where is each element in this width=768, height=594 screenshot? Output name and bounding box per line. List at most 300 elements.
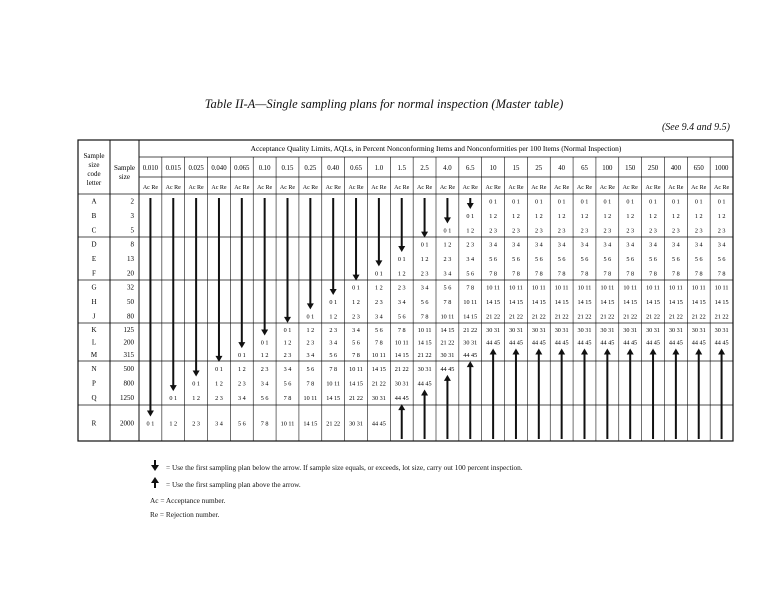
re-definition: Re = Rejection number. bbox=[150, 510, 220, 520]
up-arrow-icon bbox=[535, 349, 542, 355]
ac-re-value: 1 2 bbox=[489, 213, 497, 220]
ac-re-value: 2 3 bbox=[466, 241, 475, 249]
sample-size: 8 bbox=[130, 240, 134, 249]
ac-re-value: 21 22 bbox=[531, 313, 546, 321]
ac-re-value: 2 3 bbox=[649, 227, 657, 235]
ac-re-value: 1 2 bbox=[603, 213, 612, 220]
ac-re-value: 30 31 bbox=[509, 326, 523, 334]
ac-re-value: 44 45 bbox=[668, 339, 683, 347]
ac-re-value: 0 1 bbox=[512, 198, 520, 206]
sample-size: 500 bbox=[123, 364, 134, 373]
aql-value-header: 1.5 bbox=[397, 165, 406, 172]
ac-re-value: 30 31 bbox=[417, 365, 432, 373]
down-arrow-icon bbox=[193, 371, 200, 377]
ac-re-value: 21 22 bbox=[463, 326, 478, 334]
aql-value-header: 0.10 bbox=[258, 165, 271, 172]
aql-value-header: 0.015 bbox=[165, 165, 181, 172]
table-title: Table II-A—Single sampling plans for normal inspection (Master table) bbox=[204, 97, 564, 111]
ac-re-value: 2 3 bbox=[420, 270, 429, 278]
down-arrow-icon bbox=[284, 317, 291, 323]
ac-re-value: 14 15 bbox=[371, 365, 386, 373]
ac-re-header: Ac Re bbox=[188, 185, 204, 191]
ac-re-value: 10 11 bbox=[600, 284, 615, 292]
code-letter: D bbox=[91, 240, 97, 249]
ac-re-header: Ac Re bbox=[416, 185, 433, 191]
ac-re-value: 0 1 bbox=[237, 352, 246, 360]
ac-re-value: 0 1 bbox=[466, 213, 475, 220]
ac-re-value: 0 1 bbox=[397, 256, 406, 263]
ac-re-value: 3 4 bbox=[283, 365, 292, 373]
ac-re-value: 30 31 bbox=[577, 326, 592, 334]
ac-re-value: 30 31 bbox=[531, 326, 546, 334]
ac-re-value: 10 11 bbox=[280, 420, 295, 428]
ac-re-value: 30 31 bbox=[600, 326, 615, 334]
ac-re-value: 10 11 bbox=[463, 299, 478, 306]
sample-size: 32 bbox=[127, 283, 134, 292]
code-letter: Q bbox=[91, 394, 97, 403]
ac-re-value: 10 11 bbox=[486, 284, 500, 292]
ac-re-value: 0 1 bbox=[306, 313, 315, 321]
ac-re-value: 44 45 bbox=[646, 339, 660, 347]
up-arrow-icon bbox=[467, 361, 474, 367]
ac-re-value: 7 8 bbox=[352, 352, 360, 360]
code-letter: K bbox=[91, 325, 97, 334]
ac-re-value: 2 3 bbox=[534, 227, 543, 235]
code-letter-header: size bbox=[88, 161, 100, 169]
ac-re-value: 5 6 bbox=[580, 256, 589, 263]
ac-re-value: 7 8 bbox=[626, 270, 635, 278]
ac-re-value: 3 4 bbox=[443, 270, 452, 278]
ac-re-value: 3 4 bbox=[603, 241, 612, 249]
aql-value-header: 4.0 bbox=[443, 165, 452, 172]
ac-re-header: Ac Re bbox=[622, 185, 638, 191]
sample-size: 200 bbox=[123, 338, 134, 347]
ac-re-value: 0 1 bbox=[580, 198, 589, 206]
ac-re-value: 7 8 bbox=[694, 270, 703, 278]
ac-re-header: Ac Re bbox=[371, 185, 387, 191]
sample-size: 315 bbox=[123, 351, 134, 360]
ac-re-value: 44 45 bbox=[463, 352, 478, 360]
aql-value-header: 1.0 bbox=[374, 165, 384, 172]
ac-re-header: Ac Re bbox=[257, 185, 273, 191]
ac-re-value: 3 4 bbox=[466, 256, 475, 263]
ac-re-value: 0 1 bbox=[717, 198, 726, 206]
ac-re-value: 7 8 bbox=[717, 270, 726, 278]
ac-re-value: 1 2 bbox=[557, 213, 566, 220]
up-arrow-icon bbox=[627, 349, 634, 355]
ac-re-value: 3 4 bbox=[237, 395, 246, 403]
aql-value-header: 40 bbox=[558, 165, 566, 172]
ac-re-header: Ac Re bbox=[554, 185, 570, 191]
up-arrow-icon bbox=[604, 349, 611, 355]
ac-re-value: 30 31 bbox=[394, 380, 409, 388]
ac-re-value: 2 3 bbox=[672, 227, 680, 235]
ac-re-value: 7 8 bbox=[466, 284, 475, 292]
up-arrow-icon bbox=[150, 477, 166, 494]
ac-re-value: 10 11 bbox=[577, 284, 592, 292]
ac-re-value: 3 4 bbox=[260, 380, 269, 388]
ac-re-value: 21 22 bbox=[326, 420, 341, 428]
up-arrow-icon bbox=[672, 349, 679, 355]
ac-re-value: 30 31 bbox=[668, 326, 683, 334]
ac-re-value: 1 2 bbox=[260, 352, 269, 360]
ac-re-value: 1 2 bbox=[717, 213, 726, 220]
sample-size: 2 bbox=[130, 197, 134, 206]
aql-value-header: 2.5 bbox=[420, 165, 429, 172]
ac-re-value: 7 8 bbox=[283, 395, 292, 403]
ac-re-value: 5 6 bbox=[283, 380, 292, 388]
ac-re-value: 3 4 bbox=[352, 326, 360, 334]
ac-re-value: 14 15 bbox=[577, 299, 592, 306]
ac-re-value: 2 3 bbox=[192, 420, 200, 428]
code-letter-header: Sample bbox=[83, 152, 105, 160]
down-arrow-note-text: = Use the first sampling plan below the arrow. If sample size equals, or exceeds, lot size, carry out 100 percent inspection. bbox=[166, 463, 523, 472]
ac-re-value: 5 6 bbox=[626, 256, 635, 263]
down-arrow-icon bbox=[398, 246, 405, 252]
sample-size: 13 bbox=[127, 255, 134, 263]
ac-re-value: 5 6 bbox=[397, 313, 406, 321]
ac-re-header: Ac Re bbox=[462, 185, 478, 191]
code-letter-header: letter bbox=[86, 179, 102, 187]
ac-re-value: 1 2 bbox=[352, 299, 360, 306]
up-arrow-note-text: = Use the first sampling plan above the arrow. bbox=[166, 479, 301, 489]
aql-value-header: 0.010 bbox=[142, 165, 159, 172]
ac-re-value: 0 1 bbox=[283, 326, 292, 334]
ac-re-header: Ac Re bbox=[713, 185, 730, 191]
aql-value-header: 0.15 bbox=[281, 165, 294, 172]
ac-re-value: 1 2 bbox=[397, 270, 406, 278]
ac-re-value: 0 1 bbox=[694, 198, 703, 206]
aql-value-header: 1000 bbox=[714, 165, 729, 172]
ac-re-value: 2 3 bbox=[397, 284, 406, 292]
aql-value-header: 15 bbox=[512, 165, 520, 172]
ac-re-value: 0 1 bbox=[649, 198, 657, 206]
sample-size: 20 bbox=[127, 269, 134, 278]
ac-re-value: 7 8 bbox=[306, 380, 315, 388]
ac-re-value: 30 31 bbox=[371, 395, 386, 403]
ac-re-value: 3 4 bbox=[580, 241, 589, 249]
ac-re-header: Ac Re bbox=[645, 185, 661, 191]
code-letter: L bbox=[91, 338, 97, 347]
ac-re-value: 0 1 bbox=[420, 241, 429, 249]
ac-re-header: Ac Re bbox=[668, 185, 684, 191]
down-arrow-icon bbox=[330, 289, 337, 295]
ac-re-value: 2 3 bbox=[717, 227, 726, 235]
ac-re-value: 0 1 bbox=[626, 198, 635, 206]
ac-re-value: 14 15 bbox=[668, 299, 683, 306]
ac-re-value: 10 11 bbox=[531, 284, 546, 292]
ac-re-value: 44 45 bbox=[577, 339, 592, 347]
ac-re-value: 1 2 bbox=[649, 213, 657, 220]
down-arrow-icon bbox=[444, 217, 451, 223]
ac-re-value: 10 11 bbox=[509, 284, 523, 292]
ac-re-value: 7 8 bbox=[512, 270, 520, 278]
sample-size: 3 bbox=[130, 212, 134, 220]
ac-re-value: 7 8 bbox=[443, 299, 452, 306]
ac-re-value: 10 11 bbox=[646, 284, 660, 292]
ac-re-value: 21 22 bbox=[440, 339, 455, 347]
ac-re-value: 44 45 bbox=[531, 339, 546, 347]
ac-re-value: 5 6 bbox=[237, 420, 246, 428]
ac-re-header: Ac Re bbox=[302, 185, 318, 191]
ac-re-value: 14 15 bbox=[600, 299, 615, 306]
ac-re-value: 5 6 bbox=[306, 365, 315, 373]
ac-re-value: 7 8 bbox=[649, 270, 657, 278]
ac-re-value: 5 6 bbox=[672, 256, 680, 263]
down-arrow-icon bbox=[375, 260, 382, 266]
ac-re-value: 44 45 bbox=[714, 339, 729, 347]
code-letter: J bbox=[92, 312, 96, 321]
ac-re-value: 2 3 bbox=[580, 227, 589, 235]
ac-re-header: Ac Re bbox=[211, 185, 227, 191]
ac-re-value: 21 22 bbox=[554, 313, 569, 321]
ac-re-value: 5 6 bbox=[717, 256, 726, 263]
aql-value-header: 0.65 bbox=[350, 165, 362, 172]
down-arrow-note bbox=[150, 460, 523, 477]
ac-re-value: 3 4 bbox=[672, 241, 680, 249]
ac-re-value: 0 1 bbox=[375, 270, 383, 278]
ac-re-value: 5 6 bbox=[489, 256, 497, 263]
ac-re-value: 5 6 bbox=[694, 256, 703, 263]
ac-re-value: 30 31 bbox=[486, 326, 501, 334]
ac-re-header: Ac Re bbox=[576, 185, 593, 191]
ac-re-value: 44 45 bbox=[440, 365, 455, 373]
ac-re-value: 2 3 bbox=[694, 227, 703, 235]
ac-re-value: 5 6 bbox=[420, 299, 429, 306]
ac-re-value: 1 2 bbox=[237, 365, 246, 373]
ac-re-value: 21 22 bbox=[714, 313, 729, 321]
ac-re-value: 2 3 bbox=[283, 352, 292, 360]
ac-re-value: 5 6 bbox=[329, 352, 338, 360]
up-arrow-icon bbox=[650, 349, 657, 355]
ac-re-value: 2 3 bbox=[306, 339, 315, 347]
aql-value-header: 6.5 bbox=[466, 165, 475, 172]
ac-re-value: 21 22 bbox=[371, 380, 386, 388]
ac-re-value: 5 6 bbox=[534, 256, 543, 263]
ac-re-value: 0 1 bbox=[329, 299, 338, 306]
ac-re-value: 14 15 bbox=[303, 420, 318, 428]
sample-size: 125 bbox=[123, 325, 134, 334]
down-arrow-icon bbox=[170, 385, 177, 391]
sample-size: 5 bbox=[130, 226, 134, 235]
ac-re-value: 0 1 bbox=[534, 198, 543, 206]
ac-re-value: 5 6 bbox=[443, 284, 452, 292]
ac-re-header: Ac Re bbox=[279, 185, 296, 191]
sample-size: 1250 bbox=[120, 394, 134, 403]
ac-re-value: 5 6 bbox=[375, 326, 383, 334]
aql-value-header: 100 bbox=[602, 165, 613, 172]
ac-re-value: 1 2 bbox=[169, 420, 178, 428]
ac-re-value: 14 15 bbox=[714, 299, 729, 306]
ac-re-header: Ac Re bbox=[439, 185, 456, 191]
ac-re-value: 44 45 bbox=[554, 339, 569, 347]
ac-re-value: 3 4 bbox=[626, 241, 635, 249]
ac-re-value: 21 22 bbox=[623, 313, 638, 321]
aql-value-header: 150 bbox=[625, 165, 636, 172]
up-arrow-icon bbox=[490, 349, 497, 355]
see-reference: (See 9.4 and 9.5) bbox=[661, 122, 730, 133]
ac-re-value: 2 3 bbox=[557, 227, 566, 235]
ac-re-value: 3 4 bbox=[557, 241, 566, 249]
code-letter: C bbox=[91, 226, 97, 235]
ac-re-value: 0 1 bbox=[603, 198, 612, 206]
ac-re-value: 30 31 bbox=[440, 352, 455, 360]
ac-re-value: 7 8 bbox=[672, 270, 680, 278]
up-arrow-icon bbox=[581, 349, 588, 355]
ac-re-value: 2 3 bbox=[603, 227, 612, 235]
ac-re-value: 0 1 bbox=[260, 339, 269, 347]
ac-re-value: 14 15 bbox=[440, 326, 455, 334]
ac-re-value: 2 3 bbox=[215, 395, 223, 403]
down-arrow-icon bbox=[238, 342, 245, 348]
ac-re-value: 3 4 bbox=[420, 284, 429, 292]
sample-size: 80 bbox=[127, 312, 134, 321]
ac-re-value: 1 2 bbox=[283, 339, 292, 347]
ac-re-value: 5 6 bbox=[352, 339, 360, 347]
ac-re-value: 1 2 bbox=[420, 256, 429, 263]
ac-re-value: 1 2 bbox=[672, 213, 680, 220]
aql-value-header: 0.25 bbox=[304, 165, 317, 172]
ac-re-header: Ac Re bbox=[142, 185, 159, 191]
ac-re-value: 44 45 bbox=[394, 395, 409, 403]
ac-re-value: 0 1 bbox=[352, 284, 360, 292]
up-arrow-icon bbox=[512, 349, 519, 355]
ac-definition: Ac = Acceptance number. bbox=[150, 495, 226, 505]
table-notes bbox=[150, 460, 523, 523]
ac-re-value: 14 15 bbox=[326, 395, 341, 403]
ac-re-value: 10 11 bbox=[349, 365, 363, 373]
aql-value-header: 0.065 bbox=[234, 165, 250, 172]
ac-re-value: 2 3 bbox=[375, 299, 383, 306]
down-arrow-icon bbox=[307, 303, 314, 309]
ac-re-value: 5 6 bbox=[557, 256, 566, 263]
ac-re-value: 7 8 bbox=[260, 420, 269, 428]
ac-re-header: Ac Re bbox=[348, 185, 364, 191]
ac-re-value: 10 11 bbox=[554, 284, 569, 292]
ac-re-value: 7 8 bbox=[580, 270, 589, 278]
code-letter: F bbox=[92, 269, 96, 278]
sample-size: 50 bbox=[127, 298, 134, 306]
ac-re-header: Ac Re bbox=[531, 185, 547, 191]
code-letter: A bbox=[91, 197, 97, 206]
ac-re-value: 10 11 bbox=[623, 284, 638, 292]
ac-re-value: 5 6 bbox=[466, 270, 475, 278]
ac-re-header: Ac Re bbox=[691, 185, 707, 191]
ac-re-value: 14 15 bbox=[417, 339, 432, 347]
ac-re-value: 14 15 bbox=[394, 352, 409, 360]
down-arrow-icon bbox=[150, 460, 166, 477]
ac-re-value: 21 22 bbox=[600, 313, 615, 321]
ac-re-value: 44 45 bbox=[600, 339, 615, 347]
ac-re-value: 7 8 bbox=[603, 270, 612, 278]
ac-re-value: 44 45 bbox=[623, 339, 638, 347]
ac-re-value: 14 15 bbox=[509, 299, 523, 306]
ac-re-value: 44 45 bbox=[509, 339, 523, 347]
up-arrow-icon bbox=[421, 390, 428, 396]
ac-re-header: Ac Re bbox=[234, 185, 250, 191]
up-arrow-icon bbox=[444, 375, 451, 381]
ac-re-value: 30 31 bbox=[349, 420, 363, 428]
aql-value-header: 10 bbox=[489, 165, 497, 172]
ac-re-value: 7 8 bbox=[534, 270, 543, 278]
ac-re-value: 30 31 bbox=[554, 326, 569, 334]
ac-re-value: 1 2 bbox=[580, 213, 589, 220]
ac-re-value: 1 2 bbox=[626, 213, 635, 220]
aql-value-header: 250 bbox=[647, 165, 659, 172]
ac-re-value: 0 1 bbox=[443, 227, 452, 235]
ac-re-value: 3 4 bbox=[397, 299, 406, 306]
ac-re-value: 44 45 bbox=[691, 339, 706, 347]
ac-re-value: 44 45 bbox=[371, 420, 386, 428]
ac-re-value: 3 4 bbox=[649, 241, 657, 249]
ac-re-value: 1 2 bbox=[534, 213, 543, 220]
ac-re-value: 5 6 bbox=[512, 256, 520, 263]
ac-re-value: 10 11 bbox=[691, 284, 706, 292]
ac-re-header: Ac Re bbox=[325, 185, 341, 191]
ac-re-value: 2 3 bbox=[260, 365, 269, 373]
code-letter: M bbox=[90, 351, 98, 360]
ac-re-value: 14 15 bbox=[646, 299, 660, 306]
aql-value-header: 650 bbox=[693, 165, 704, 172]
ac-re-value: 10 11 bbox=[372, 352, 386, 360]
ac-re-value: 21 22 bbox=[417, 352, 432, 360]
sample-size-header: Sample bbox=[114, 164, 135, 172]
ac-re-value: 30 31 bbox=[691, 326, 706, 334]
ac-re-value: 10 11 bbox=[440, 313, 455, 321]
code-letter: N bbox=[91, 364, 97, 373]
ac-re-value: 10 11 bbox=[326, 380, 341, 388]
code-letter-header: code bbox=[87, 170, 101, 178]
ac-re-value: 5 6 bbox=[603, 256, 612, 263]
ac-re-value: 3 4 bbox=[306, 352, 315, 360]
ac-re-value: 0 1 bbox=[146, 420, 155, 428]
ac-re-value: 10 11 bbox=[417, 326, 432, 334]
ac-re-value: 30 31 bbox=[623, 326, 638, 334]
ac-re-value: 0 1 bbox=[169, 395, 178, 403]
aql-value-header: 0.040 bbox=[211, 165, 227, 172]
ac-re-value: 30 31 bbox=[646, 326, 660, 334]
ac-re-value: 1 2 bbox=[306, 326, 315, 334]
ac-re-value: 0 1 bbox=[192, 380, 200, 388]
ac-re-value: 44 45 bbox=[486, 339, 501, 347]
sample-size-header: size bbox=[119, 173, 130, 181]
ac-re-value: 2 3 bbox=[329, 326, 338, 334]
ac-re-value: 7 8 bbox=[375, 339, 383, 347]
ac-re-value: 44 45 bbox=[417, 380, 432, 388]
ac-re-header: Ac Re bbox=[599, 185, 615, 191]
ac-re-value: 3 4 bbox=[489, 241, 497, 249]
ac-re-value: 14 15 bbox=[623, 299, 638, 306]
ac-re-header: Ac Re bbox=[508, 185, 524, 191]
code-letter: E bbox=[91, 255, 97, 263]
down-arrow-icon bbox=[261, 330, 268, 336]
code-letter: B bbox=[91, 212, 97, 220]
ac-re-value: 1 2 bbox=[215, 380, 223, 388]
ac-re-value: 14 15 bbox=[463, 313, 478, 321]
up-arrow-icon bbox=[718, 349, 725, 355]
ac-re-value: 7 8 bbox=[329, 365, 338, 373]
ac-re-value: 21 22 bbox=[577, 313, 592, 321]
ac-re-value: 2 3 bbox=[237, 380, 246, 388]
ac-re-value: 14 15 bbox=[349, 380, 363, 388]
ac-re-value: 14 15 bbox=[531, 299, 546, 306]
ac-re-value: 1 2 bbox=[443, 241, 452, 249]
ac-re-value: 30 31 bbox=[714, 326, 729, 334]
down-arrow-icon bbox=[147, 411, 154, 417]
sample-size: 2000 bbox=[120, 419, 134, 428]
code-letter: R bbox=[91, 419, 97, 428]
ac-re-value: 2 3 bbox=[489, 227, 497, 235]
